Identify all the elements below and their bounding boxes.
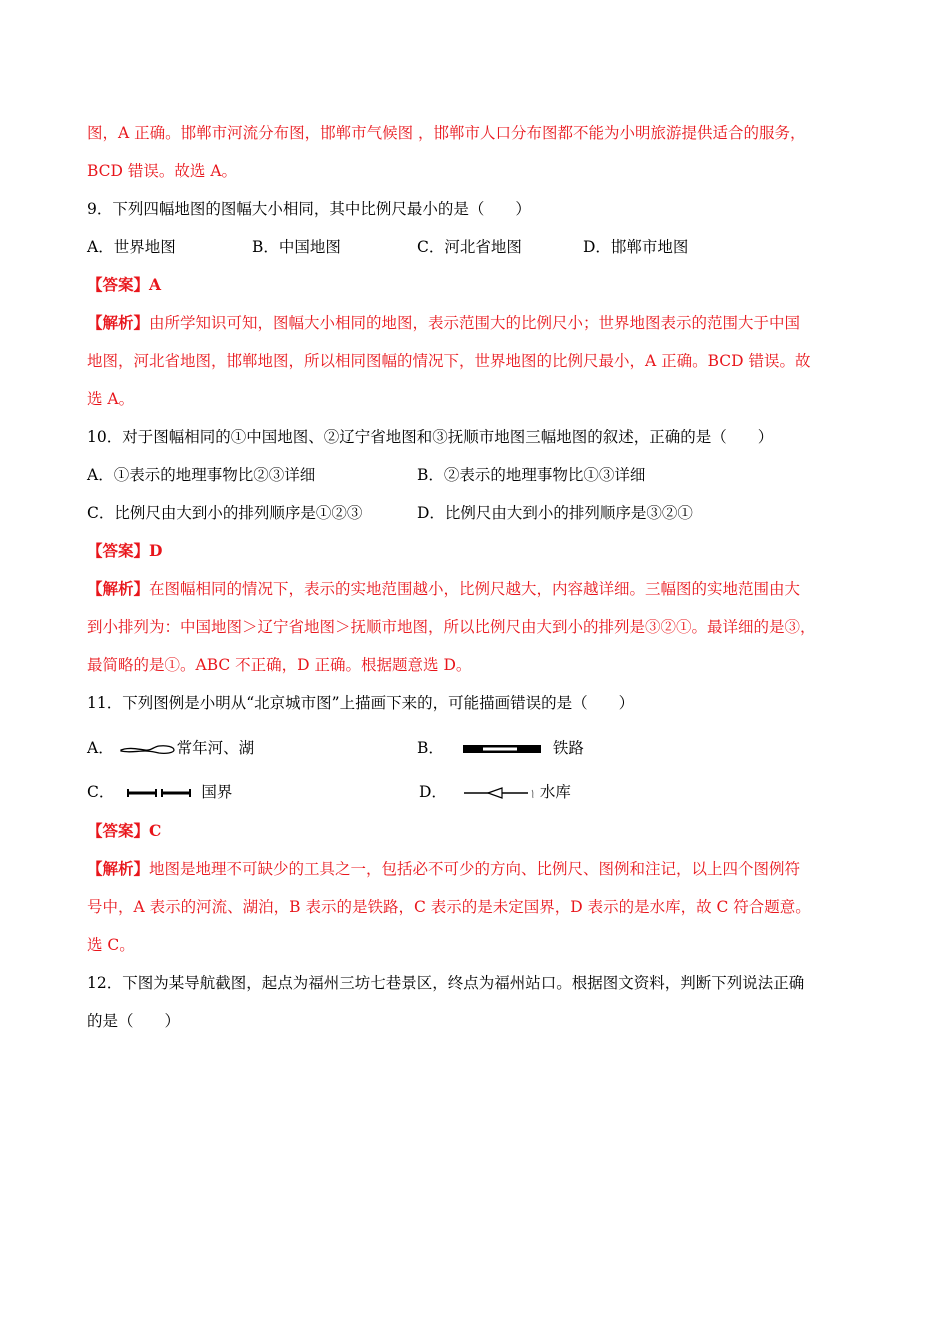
- q11-explanation-line-3: 选 C。: [87, 936, 135, 954]
- explanation-label: 【解析】: [87, 859, 150, 878]
- option-text: 铁路: [552, 739, 584, 757]
- railway-icon: [461, 742, 545, 756]
- explanation-text: 在图幅相同的情况下，表示的实地范围越小，比例尺越大，内容越详细。三幅图的实地范围由大: [149, 580, 801, 598]
- option-letter: A．: [87, 739, 114, 757]
- q10-explanation-line-1: [87, 579, 800, 599]
- q9-option-c: C．河北省地图: [417, 238, 522, 256]
- reservoir-icon: [462, 785, 540, 801]
- q10-option-a: A．①表示的地理事物比②③详细: [87, 466, 316, 484]
- q10-stem: 10．对于图幅相同的①中国地图、②辽宁省地图和③抚顺市地图三幅地图的叙述，正确的是（ ）: [87, 428, 774, 446]
- q11-explanation-line-2: 号中，A 表示的河流、湖泊，B 表示的是铁路，C 表示的是未定国界，D 表示的是水库，故 C 符合题意。: [87, 898, 811, 916]
- q9-option-b: B．中国地图: [252, 238, 341, 256]
- q9-explanation-line-1: [87, 313, 800, 333]
- q9-explanation-line-3: 选 A。: [87, 390, 135, 408]
- option-letter: D．: [419, 783, 447, 801]
- answer-value: A: [149, 275, 162, 294]
- answer-label: 【答案】: [87, 821, 150, 840]
- option-text: 水库: [539, 783, 571, 801]
- answer-value: D: [149, 541, 163, 560]
- q11-explanation-line-1: [87, 859, 800, 879]
- q9-stem: 9．下列四幅地图的图幅大小相同，其中比例尺最小的是（ ）: [87, 200, 531, 218]
- q11-stem: 11．下列图例是小明从“北京城市图”上描画下来的，可能描画错误的是（ ）: [87, 694, 635, 712]
- q9-option-a: A．世界地图: [87, 238, 176, 256]
- q10-option-c: C．比例尺由大到小的排列顺序是①②③: [87, 504, 363, 522]
- explanation-text: 地图是地理不可缺少的工具之一，包括必不可少的方向、比例尺、图例和注记，以上四个图例符: [149, 860, 801, 878]
- q12-stem-line-1: 12．下图为某导航截图，起点为福州三坊七巷景区，终点为福州站口。根据图文资料，判断下列说法正确: [87, 974, 805, 992]
- q10-option-d: D．比例尺由大到小的排列顺序是③②①: [417, 504, 693, 522]
- q11-option-a: [87, 738, 254, 758]
- option-letter: B．: [417, 739, 444, 757]
- q9-answer: [87, 275, 161, 295]
- explanation-text: 由所学知识可知，图幅大小相同的地图，表示范围大的比例尺小；世界地图表示的范围大于中国: [149, 314, 801, 332]
- q8-explanation-line-2: BCD 错误。故选 A。: [87, 162, 238, 180]
- q9-option-d: D．邯郸市地图: [583, 238, 689, 256]
- q11-answer: [87, 821, 161, 841]
- option-text: 国界: [201, 783, 233, 801]
- river-lake-icon: [119, 741, 177, 757]
- q8-explanation-line-1: 图，A 正确。邯郸市河流分布图，邯郸市气候图 ，邯郸市人口分布图都不能为小明旅游提供适合的服务，: [87, 124, 806, 142]
- q11-option-b: [417, 738, 584, 758]
- border-icon: [125, 786, 195, 800]
- q12-stem-line-2: 的是（ ）: [87, 1012, 181, 1030]
- explanation-label: 【解析】: [87, 579, 150, 598]
- q10-option-b: B．②表示的地理事物比①③详细: [417, 466, 646, 484]
- option-text: 常年河、湖: [176, 739, 255, 757]
- q10-answer: [87, 541, 162, 561]
- q10-explanation-line-3: 最简略的是①。ABC 不正确，D 正确。根据题意选 D。: [87, 656, 472, 674]
- q10-explanation-line-2: 到小排列为：中国地图＞辽宁省地图＞抚顺市地图，所以比例尺由大到小的排列是③②①。最详细的是③，: [87, 618, 816, 636]
- q9-explanation-line-2: 地图，河北省地图，邯郸地图，所以相同图幅的情况下，世界地图的比例尺最小，A 正确。BCD 错误。故: [87, 352, 811, 370]
- explanation-label: 【解析】: [87, 313, 150, 332]
- option-letter: C．: [87, 783, 115, 801]
- q11-option-d: [419, 782, 571, 802]
- answer-value: C: [149, 821, 162, 840]
- answer-label: 【答案】: [87, 541, 150, 560]
- answer-label: 【答案】: [87, 275, 150, 294]
- q11-option-c: [87, 782, 232, 802]
